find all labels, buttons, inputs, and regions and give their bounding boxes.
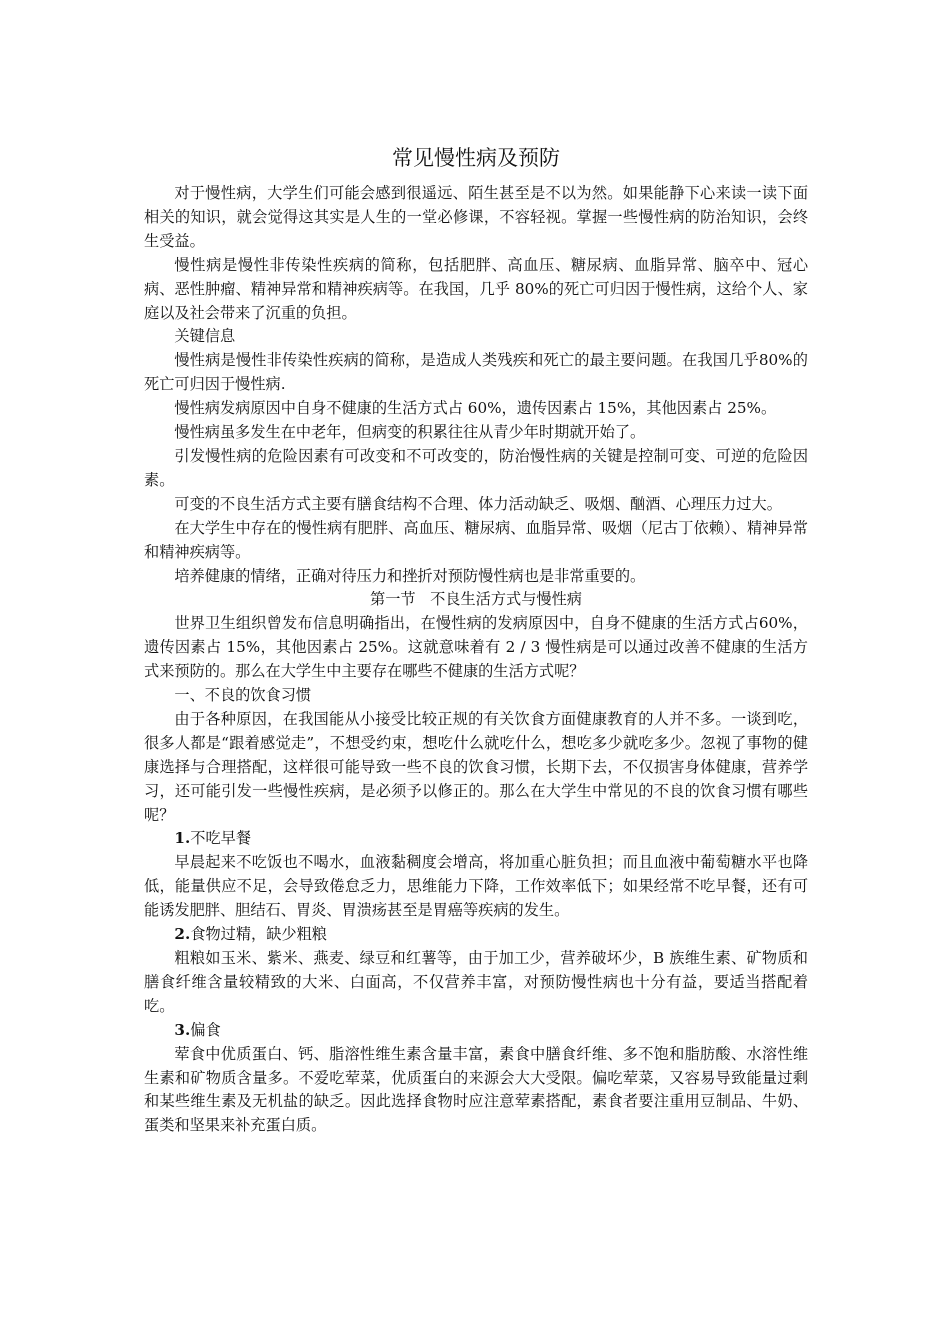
key-info-item: 可变的不良生活方式主要有膳食结构不合理、体力活动缺乏、吸烟、酗酒、心理压力过大。 xyxy=(174,494,782,513)
key-info-item: 慢性病虽多发生在中老年，但病变的积累往往从青少年时期就开始了。 xyxy=(174,423,646,442)
item-title: 不吃早餐 xyxy=(190,829,251,848)
item-text: 荤食中优质蛋白、钙、脂溶性维生素含量丰富，素食中膳食纤维、多不饱和脂肪酸、水溶性维生素和矿物质含量多。不爱吃荤菜，优质蛋白的来源会大大受限。偏吃荤菜，又容易导致能量过剩和某些维生素及无机盐的缺乏。因此选择食物时应注意荤素搭配，素食者要注重用豆制品、牛奶、蛋类和坚果来补充蛋白质。 xyxy=(144,1044,808,1135)
key-info-item: 慢性病是慢性非传染性疾病的简称，是造成人类残疾和死亡的最主要问题。在我国几乎80%的死亡可归因于慢性病. xyxy=(144,351,808,394)
item-heading xyxy=(144,923,808,947)
intro-paragraph: 对于慢性病，大学生们可能会感到很遥远、陌生甚至是不以为然。如果能静下心来读一读下面相关的知识，就会觉得这其实是人生的一堂必修课，不容轻视。掌握一些慢性病的防治知识，会终生受益。 xyxy=(144,184,808,250)
key-info-item: 培养健康的情绪，正确对待压力和挫折对预防慢性病也是非常重要的。 xyxy=(174,566,646,585)
key-info-item: 引发慢性病的危险因素有可改变和不可改变的，防治慢性病的关键是控制可变、可逆的危险因素。 xyxy=(144,446,808,489)
document-title: 常见慢性病及预防 xyxy=(392,146,560,170)
definition-paragraph: 慢性病是慢性非传染性疾病的简称，包括肥胖、高血压、糖尿病、血脂异常、脑卒中、冠心病、恶性肿瘤、精神异常和精神疾病等。在我国，几乎 80%的死亡可归因于慢性病，这给个人、家庭以及社会带来了沉重的负担。 xyxy=(144,255,808,322)
item-number: 3. xyxy=(174,1020,191,1039)
item-text: 粗粮如玉米、紫米、燕麦、绿豆和红薯等，由于加工少，营养破坏少，B 族维生素、矿物质和膳食纤维含量较精致的大米、白面高，不仅营养丰富，对预防慢性病也十分有益，要适当搭配着吃。 xyxy=(144,949,808,1015)
item-number: 2. xyxy=(174,925,191,944)
item-title: 偏食 xyxy=(190,1020,221,1039)
section-paragraph: 世界卫生组织曾发布信息明确指出，在慢性病的发病原因中，自身不健康的生活方式占60%，遗传因素占 15%，其他因素占 25%。这就意味着有 2 / 3 慢性病是可以通过改善不健康的生活方式来预防的。那么在大学生中主要存在哪些不健康的生活方式呢？ xyxy=(144,614,808,681)
section-paragraph: 由于各种原因，在我国能从小接受比较正规的有关饮食方面健康教育的人并不多。一谈到吃，很多人都是“跟着感觉走”，不想受约束，想吃什么就吃什么，想吃多少就吃多少。忽视了事物的健康选择与合理搭配，这样很可能导致一些不良的饮食习惯，长期下去，不仅损害身体健康，营养学习，还可能引发一些慢性疾病，是必须予以修正的。那么在大学生中常见的不良的饮食习惯有哪些呢？ xyxy=(144,709,808,824)
item-text: 早晨起来不吃饭也不喝水，血液黏稠度会增高，将加重心脏负担；而且血液中葡萄糖水平也降低，能量供应不足，会导致倦怠乏力，思维能力下降，工作效率低下；如果经常不吃早餐，还有可能诱发肥胖、胆结石、胃炎、胃溃疡甚至是胃癌等疾病的发生。 xyxy=(144,853,808,920)
key-info-item: 在大学生中存在的慢性病有肥胖、高血压、糖尿病、血脂异常、吸烟（尼古丁依赖）、精神异常和精神疾病等。 xyxy=(144,518,808,561)
key-info-heading: 关键信息 xyxy=(174,327,236,346)
item-heading xyxy=(144,827,808,851)
item-heading xyxy=(144,1019,808,1043)
key-info-item: 慢性病发病原因中自身不健康的生活方式占 60%，遗传因素占 15%，其他因素占 25%。 xyxy=(174,399,777,418)
item-title: 食物过精，缺少粗粮 xyxy=(190,925,327,944)
subsection-heading: 一、不良的饮食习惯 xyxy=(174,686,312,705)
document-page xyxy=(144,140,808,1138)
item-number: 1. xyxy=(174,829,191,848)
section-heading: 第一节 不良生活方式与慢性病 xyxy=(370,590,582,609)
